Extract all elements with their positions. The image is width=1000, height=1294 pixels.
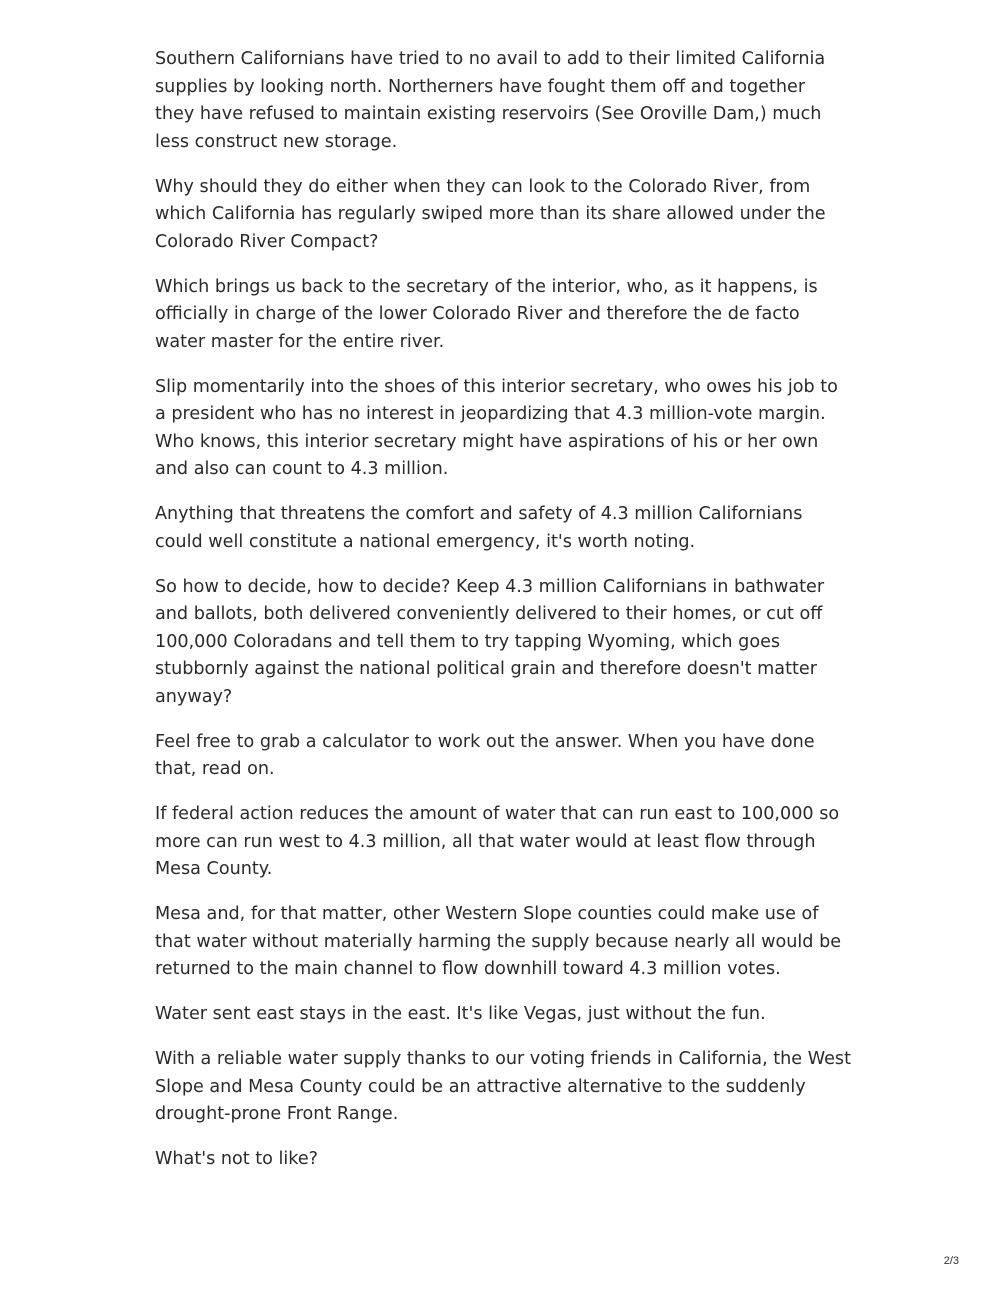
paragraph-3: Which brings us back to the secretary of the interior, who, as it happens, is officially in charge of the lower Colorado River and therefore the de facto water master for the entire river.	[155, 276, 818, 352]
article-body	[155, 46, 855, 1191]
paragraph-9: Mesa and, for that matter, other Western Slope counties could make use of that water without materially harming the supply because nearly all would be returned to the main channel to flow downhill toward 4.3 million votes.	[155, 904, 842, 979]
paragraph-2: Why should they do either when they can look to the Colorado River, from which California has regularly swiped more than its share allowed under the Colorado River Compact?	[155, 176, 826, 252]
paragraph-1: Southern Californians have tried to no avail to add to their limited California supplies by looking north. Northerners have fought them off and together they have refused to maintain existing reservoirs (See Oroville Dam,) much less construct new storage.	[155, 49, 826, 152]
paragraph-7: Feel free to grab a calculator to work out the answer. When you have done that, read on.	[155, 731, 815, 779]
paragraph-10: Water sent east stays in the east. It's like Vegas, just without the fun.	[155, 1004, 766, 1024]
paragraph-8: If federal action reduces the amount of water that can run east to 100,000 so more can run west to 4.3 million, all that water would at least flow through Mesa County.	[155, 804, 840, 879]
paragraph-6: So how to decide, how to decide? Keep 4.3 million Californians in bathwater and ballots, both delivered conveniently delivered to their homes, or cut off 100,000 Coloradans and tell them to try tapping Wyoming, which goes stubbornly against the national political grain and therefore doesn't matter anyway?	[155, 576, 825, 707]
paragraph-12: What's not to like?	[155, 1149, 318, 1169]
paragraph-4: Slip momentarily into the shoes of this interior secretary, who owes his job to a president who has no interest in jeopardizing that 4.3 million-vote margin. Who knows, this interior secretary might have aspirations of his or her own and also can count to 4.3 million.	[155, 376, 838, 479]
paragraph-11: With a reliable water supply thanks to our voting friends in California, the West Slope and Mesa County could be an attractive alternative to the suddenly drought-prone Front Range.	[155, 1049, 851, 1124]
page-number: 2/3	[943, 1255, 959, 1267]
paragraph-5: Anything that threatens the comfort and safety of 4.3 million Californians could well constitute a national emergency, it's worth noting.	[155, 504, 803, 552]
